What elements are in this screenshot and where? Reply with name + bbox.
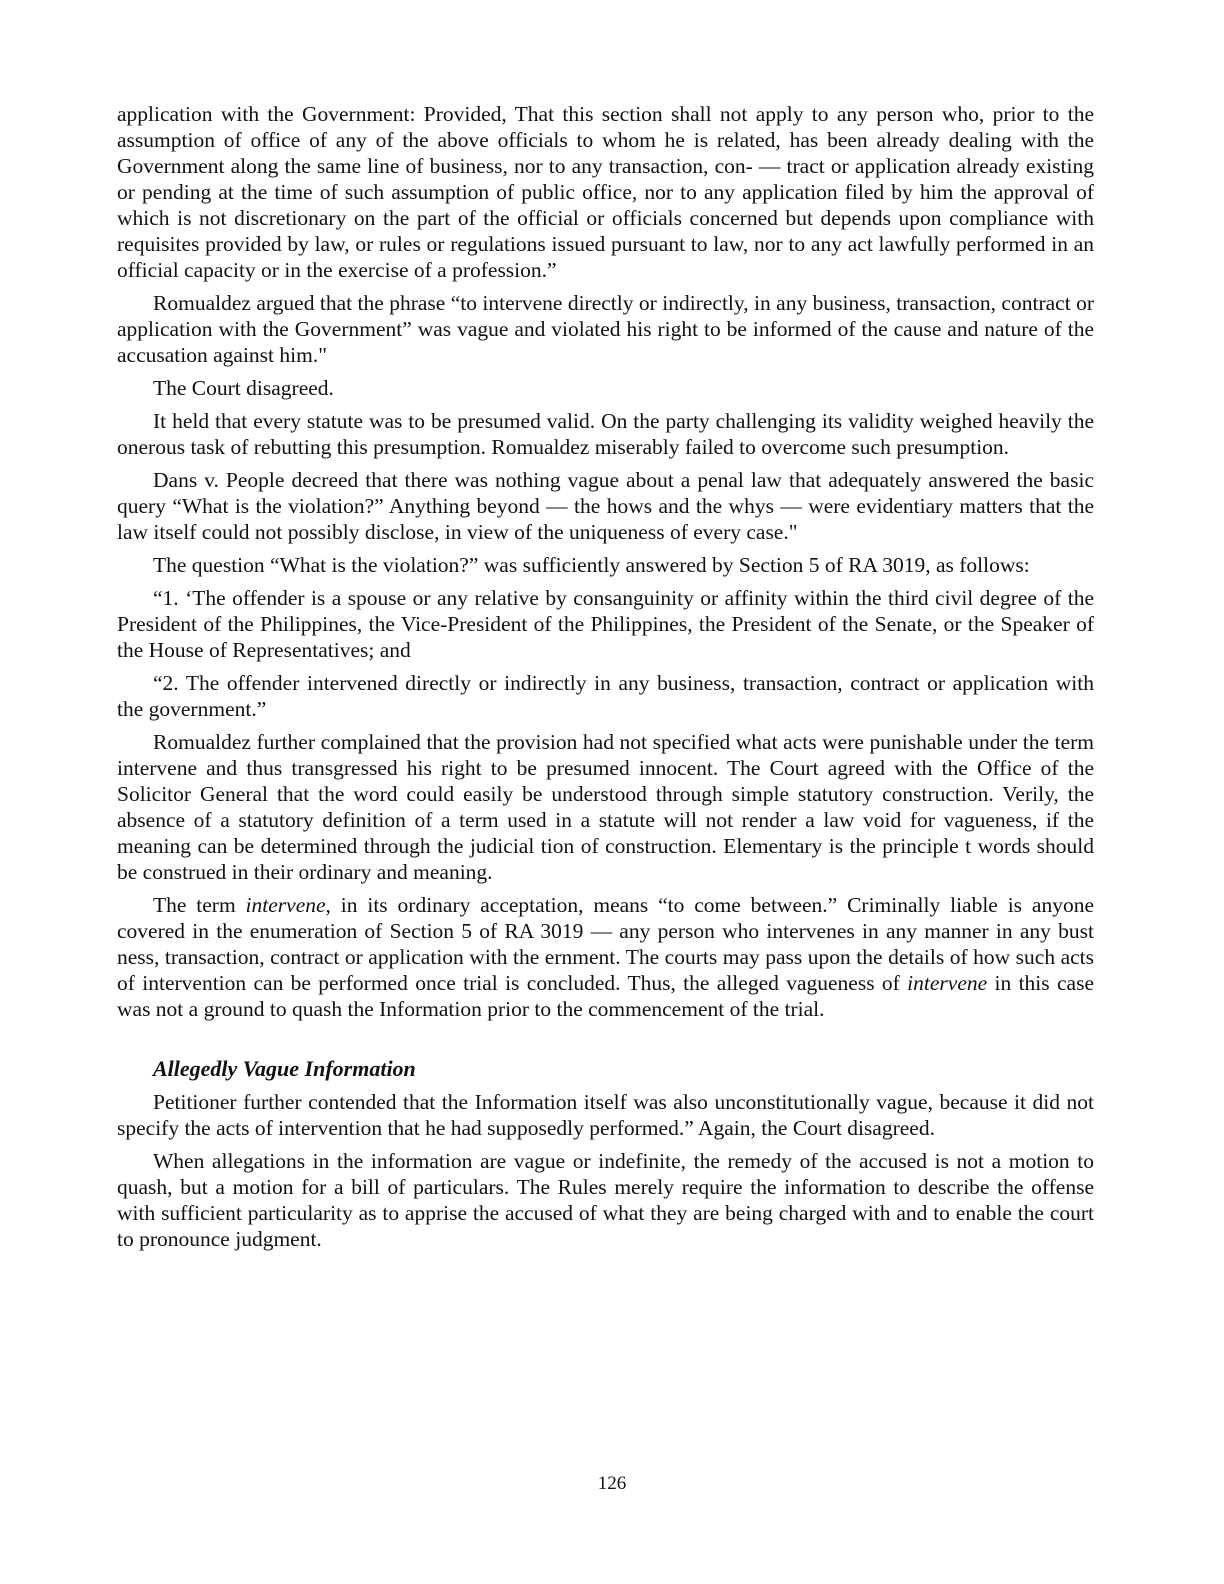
- text-run: The term: [153, 893, 246, 917]
- text-run: , in its ordinary acceptation, means “to come between.” Criminally liable is anyone covered in the enumeration of Section 5 of RA 3019 — any person who intervenes in any manner in any bust ness, transaction, contract or application with the ernment. The courts may pass upon the details of how such acts of intervention can be performed once trial is concluded. Thus, the alleged vagueness of: [117, 893, 1094, 995]
- paragraph-presumed-valid: It held that every statute was to be presumed valid. On the party challenging its validity weighed heavily the onerous task of rebutting this presumption. Romualdez miserably failed to overcome such presumption.: [117, 409, 1094, 459]
- emphasis-term: intervene: [907, 971, 988, 995]
- paragraph-element-2: “2. The offender intervened directly or indirectly in any business, transaction, contract or application with the government.”: [117, 671, 1094, 721]
- paragraph-intervene-meaning: [117, 892, 1094, 1022]
- paragraph-statute-continuation: application with the Government: Provided, That this section shall not apply to any person who, prior to the assumption of office of any of the above officials to whom he is related, has been already dealing with the Government along the same line of business, nor to any transaction, con- — tract or application already existing or pending at the time of such assumption of public office, nor to any application filed by him the approval of which is not discretionary on the part of the official or officials concerned but depends upon compliance with requisites provided by law, or rules or regulations issued pursuant to law, nor to any act lawfully performed in an official capacity or in the exercise of a profession.”: [117, 102, 1094, 282]
- section-heading: Allegedly Vague Information: [153, 1056, 416, 1081]
- paragraph-intervene-complaint: Romualdez further complained that the provision had not specified what acts were punishable under the term intervene and thus transgressed his right to be presumed innocent. The Court agreed with the Office of the Solicitor General that the word could easily be understood through simple statutory construction. Verily, the absence of a statutory definition of a term used in a statute will not render a law void for vagueness, if the meaning can be determined through the judicial tion of construction. Elementary is the principle t words should be construed in their ordinary and meaning.: [117, 730, 1094, 884]
- paragraph-petitioner-contention: Petitioner further contended that the Information itself was also unconstitutionally vague, because it did not specify the acts of intervention that he had supposedly performed.” Again, the Court disagreed.: [117, 1090, 1094, 1140]
- page-body: [117, 101, 1094, 1259]
- emphasis-term: intervene: [245, 893, 326, 917]
- paragraph-bill-of-particulars: When allegations in the information are vague or indefinite, the remedy of the accused is not a motion to quash, but a motion for a bill of particulars. The Rules merely require the information to describe the offense with sufficient particularity as to apprise the accused of what they are being charged with and to enable the court to pronounce judgment.: [117, 1149, 1094, 1251]
- paragraph-dans-v-people: Dans v. People decreed that there was nothing vague about a penal law that adequately answered the basic query “What is the violation?” Anything beyond — the hows and the whys — were evidentiary matters that the law itself could not possibly disclose, in view of the uniqueness of every case.": [117, 468, 1094, 544]
- paragraph-court-disagreed: The Court disagreed.: [153, 376, 334, 400]
- paragraph-element-1: “1. ‘The offender is a spouse or any relative by consanguinity or affinity within the third civil degree of the President of the Philippines, the Vice-President of the Philippines, the President of the Senate, or the Speaker of the House of Representatives; and: [117, 586, 1094, 662]
- paragraph-violation-question: The question “What is the violation?” was sufficiently answered by Section 5 of RA 3019, as follows:: [153, 553, 1030, 577]
- paragraph-romualdez-argument: Romualdez argued that the phrase “to intervene directly or indirectly, in any business, transaction, contract or application with the Government” was vague and violated his right to be informed of the cause and nature of the accusation against him.": [117, 291, 1094, 367]
- text-run: in this case was not a ground to quash the Information prior to the commencement of the trial.: [117, 971, 1094, 1021]
- page-number: 126: [597, 1473, 627, 1494]
